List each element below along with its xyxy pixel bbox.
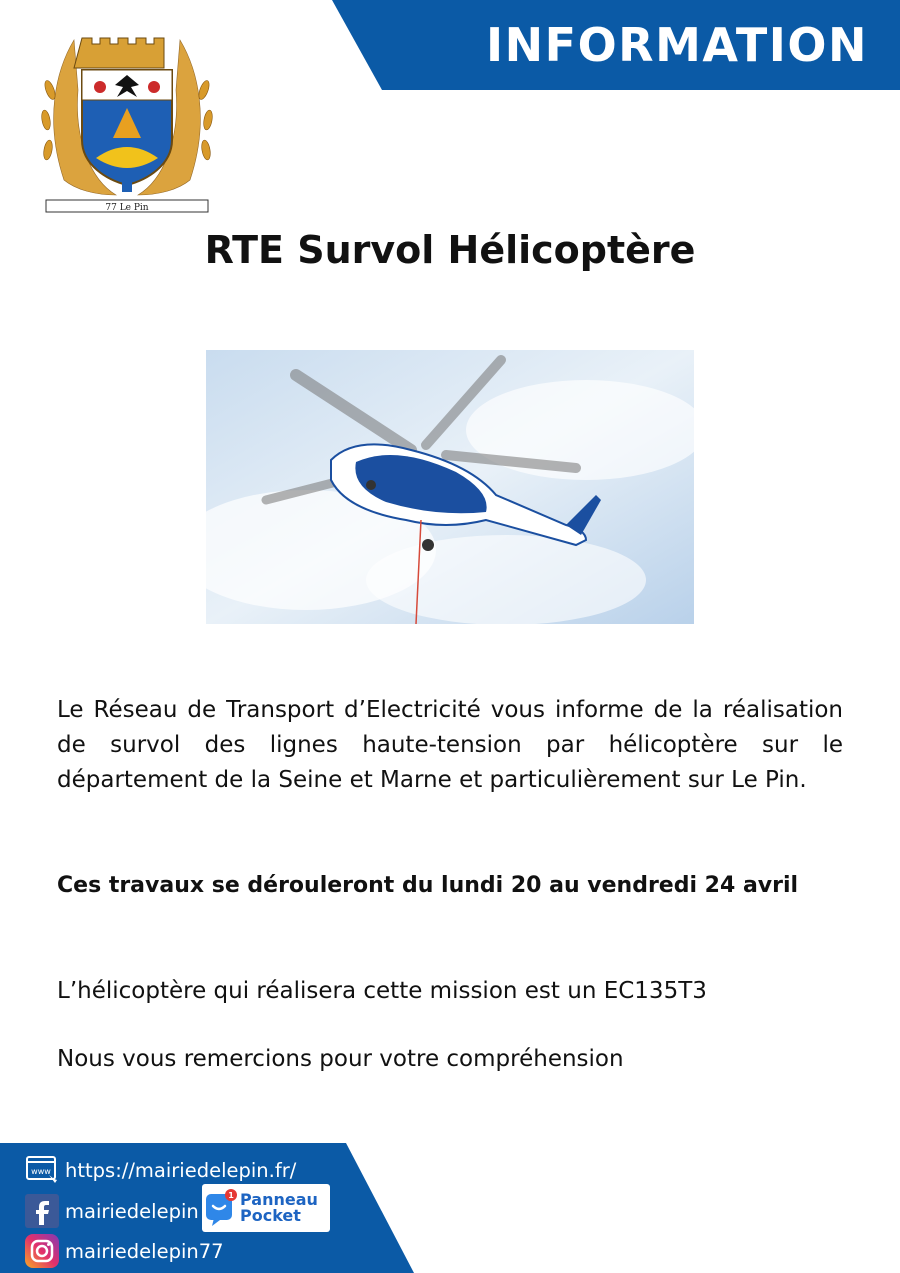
www-icon <box>25 1153 59 1187</box>
banner-title: INFORMATION <box>486 18 868 72</box>
panneau-pocket-icon <box>204 1188 238 1228</box>
crest-caption: 77 Le Pin <box>105 203 149 213</box>
website-text: https://mairiedelepin.fr/ <box>65 1158 297 1182</box>
aircraft-paragraph: L’hélicoptère qui réalisera cette mission est un EC135T3 <box>57 978 707 1004</box>
svg-text:www: www <box>31 1167 51 1176</box>
coat-of-arms-logo <box>36 30 218 216</box>
pp-line2: Pocket <box>240 1206 301 1225</box>
intro-paragraph: Le Réseau de Transport d’Electricité vous informe de la réalisation de survol des lignes haute-tension par hélicoptère sur le département de la Seine et Marne et particulièrement sur Le Pin. <box>57 697 843 793</box>
facebook-text: mairiedelepin <box>65 1199 199 1223</box>
website-link[interactable] <box>25 1153 296 1187</box>
instagram-link[interactable] <box>25 1234 224 1268</box>
panneau-pocket-text <box>240 1192 318 1224</box>
dates-paragraph: Ces travaux se dérouleront du lundi 20 au vendredi 24 avril <box>57 873 799 898</box>
pp-line1: Panneau <box>240 1190 318 1209</box>
pp-badge: 1 <box>228 1191 234 1200</box>
instagram-icon <box>25 1234 59 1268</box>
facebook-icon <box>25 1194 59 1228</box>
panneau-pocket-logo[interactable] <box>202 1184 330 1232</box>
instagram-text: mairiedelepin77 <box>65 1239 224 1263</box>
helicopter-photo <box>206 350 694 624</box>
page-title: RTE Survol Hélicoptère <box>204 228 696 272</box>
facebook-link[interactable] <box>25 1194 199 1228</box>
thanks-paragraph: Nous vous remercions pour votre compréhension <box>57 1046 624 1072</box>
